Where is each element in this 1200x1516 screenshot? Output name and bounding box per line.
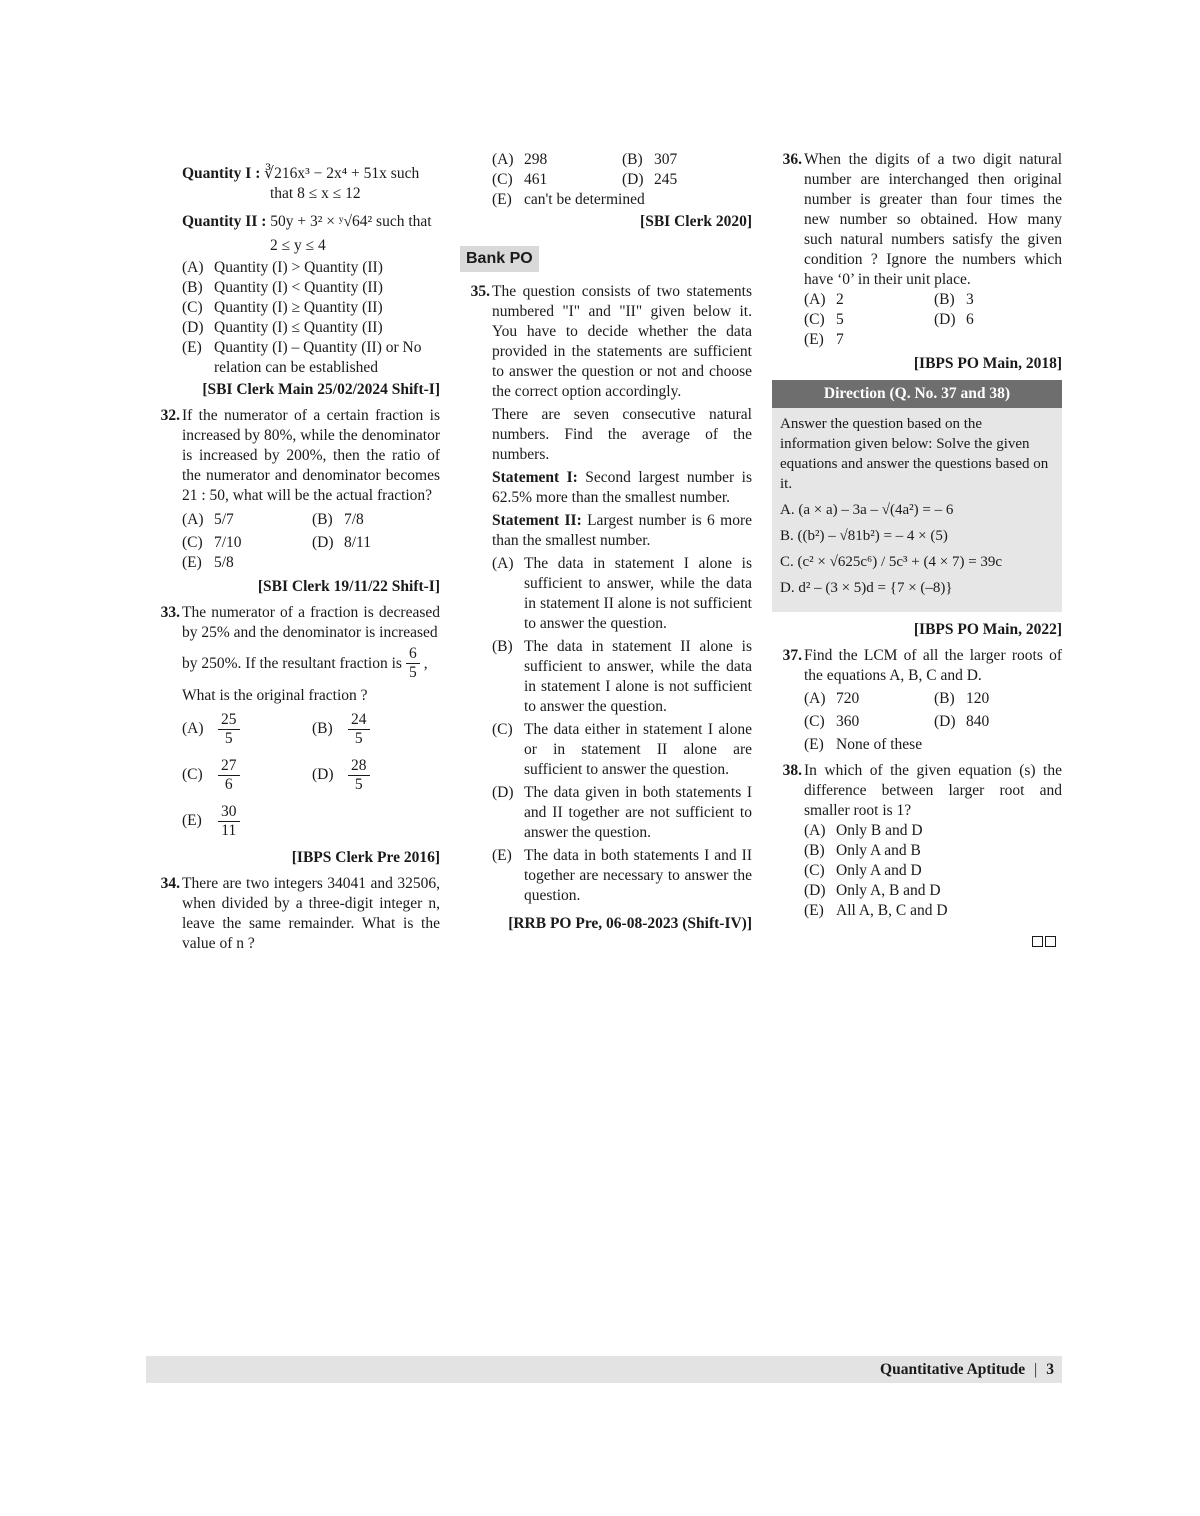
- equation-b: B. ((b²) – √81b²) = – 4 × (5): [780, 528, 948, 544]
- option-label: (D): [182, 319, 204, 336]
- option-label: (B): [312, 720, 333, 737]
- question-34: [150, 874, 440, 954]
- fraction-numerator: 6: [406, 645, 420, 664]
- fraction: [218, 757, 240, 794]
- option-label: (E): [182, 812, 202, 829]
- option-label: (C): [804, 713, 825, 730]
- question-number: 32.: [160, 407, 180, 424]
- direction-box: [772, 380, 1062, 612]
- fraction-denominator: 5: [354, 729, 363, 747]
- option[interactable]: [934, 290, 1064, 310]
- option-text: 120: [966, 690, 990, 707]
- option[interactable]: [492, 170, 622, 190]
- question-number: 35.: [470, 283, 490, 300]
- q36-options: [804, 290, 1062, 350]
- question-text: If the numerator of a certain fraction is increased by 80%, while the denominator is increased by 200%, then the ratio of the numerator and denominator becomes 21 : 50, what will be the actual fraction?: [182, 407, 440, 504]
- question-35: [460, 282, 752, 906]
- option-label: (E): [492, 191, 512, 208]
- option[interactable]: [492, 554, 752, 634]
- option-text: Only A, B and D: [836, 882, 941, 899]
- quantity-1-condition: that 8 ≤ x ≤ 12: [270, 185, 361, 202]
- option[interactable]: [182, 798, 312, 844]
- fraction-numerator: 30: [218, 803, 240, 822]
- option-text: 2: [836, 291, 844, 308]
- page-number: 3: [1046, 1361, 1054, 1378]
- q34-source: [SBI Clerk 2020]: [640, 213, 752, 230]
- option-label: (D): [312, 534, 334, 551]
- question-38: [772, 761, 1062, 921]
- column-left: [150, 150, 440, 958]
- statement-1-text: Second largest number is 62.5% more than the smallest number.: [492, 469, 753, 506]
- section-heading: Bank PO: [460, 246, 539, 272]
- fraction-numerator: 27: [218, 757, 240, 776]
- option[interactable]: [492, 720, 752, 780]
- option[interactable]: [804, 290, 934, 310]
- quantity-1-expression: ∛216x³ − 2x⁴ + 51x such: [264, 165, 420, 182]
- fraction-numerator: 24: [348, 711, 370, 730]
- option[interactable]: [934, 689, 1064, 709]
- option-text: 307: [654, 151, 678, 168]
- option[interactable]: [182, 706, 312, 752]
- question-text: The question consists of two statements numbered "I" and "II" given below it. You have to decide whether the data provided in the statements are sufficient to answer the question or not and choose the correct option accordingly.: [492, 283, 752, 400]
- question-text-2: There are seven consecutive natural numbers. Find the average of the numbers.: [492, 406, 752, 463]
- option[interactable]: [492, 190, 752, 210]
- option-text: can't be determined: [524, 191, 645, 208]
- fraction: [406, 645, 420, 682]
- option-text: Quantity (I) ≥ Quantity (II): [214, 299, 383, 316]
- option[interactable]: [804, 689, 934, 709]
- option[interactable]: [312, 706, 442, 752]
- option-label: (A): [804, 291, 826, 308]
- question-number: 33.: [160, 604, 180, 621]
- page-footer: [146, 1356, 1062, 1383]
- option[interactable]: [804, 310, 934, 330]
- option-label: (B): [804, 842, 825, 859]
- q33-options: [182, 706, 440, 844]
- option-label: (E): [804, 736, 824, 753]
- option[interactable]: [492, 783, 752, 843]
- option-text: The data in statement I alone is sufficient to answer, while the data in statement II alone is not sufficient to answer the question.: [524, 555, 752, 632]
- option-text: The data in both statements I and II together are necessary to answer the question.: [524, 847, 752, 904]
- direction-text: Answer the question based on the information given below: Solve the given equations and answer the questions based on it.: [780, 416, 1049, 492]
- option-text: The data either in statement I alone or in statement II alone are sufficient to answer the question.: [524, 721, 752, 778]
- option[interactable]: [804, 881, 1062, 901]
- option-label: (A): [804, 822, 826, 839]
- statement-2-text: Largest number is 6 more than the smallest number.: [492, 512, 753, 549]
- q36-source: [IBPS PO Main, 2018]: [913, 355, 1062, 372]
- question-number: 34.: [160, 875, 180, 892]
- statement-1-label: Statement I:: [492, 469, 578, 486]
- option-label: (D): [934, 311, 956, 328]
- option-text: Quantity (I) ≤ Quantity (II): [214, 319, 383, 336]
- question-33: [150, 603, 440, 844]
- statement-2: [492, 511, 752, 551]
- option-label: (A): [492, 555, 514, 572]
- fraction-denominator: 5: [408, 664, 417, 681]
- option[interactable]: [182, 258, 440, 278]
- q32-options: [182, 510, 440, 573]
- option-label: (A): [492, 151, 514, 168]
- q35-source: [RRB PO Pre, 06-08-2023 (Shift-IV)]: [508, 915, 752, 932]
- option-label: (D): [934, 713, 956, 730]
- option-text: 7: [836, 331, 844, 348]
- end-of-section-icon: [1032, 936, 1056, 947]
- option-label: (D): [492, 784, 514, 801]
- option-label: (E): [804, 331, 824, 348]
- option-label: (C): [182, 766, 203, 783]
- option[interactable]: [492, 637, 752, 717]
- option[interactable]: [182, 752, 312, 798]
- equation-a: A. (a × a) – 3a – √(4a²) = – 6: [780, 502, 954, 518]
- fraction-denominator: 5: [354, 775, 363, 793]
- option[interactable]: [312, 752, 442, 798]
- option[interactable]: [492, 846, 752, 906]
- option-label: (B): [182, 279, 203, 296]
- quantity-2-expression: 50y + 3² × ʸ√64² such that: [270, 213, 432, 230]
- q32-source: [SBI Clerk 19/11/22 Shift-I]: [257, 578, 440, 595]
- option[interactable]: [182, 318, 440, 338]
- footer-title: Quantitative Aptitude: [880, 1361, 1026, 1378]
- option-label: (E): [804, 902, 824, 919]
- fraction-numerator: 28: [348, 757, 370, 776]
- option-text: Quantity (I) < Quantity (II): [214, 279, 383, 296]
- option-label: (D): [804, 882, 826, 899]
- statement-2-label: Statement II:: [492, 512, 582, 529]
- option-text: 8/11: [344, 534, 371, 551]
- option-label: (A): [182, 720, 204, 737]
- q31-options: [150, 258, 440, 378]
- footer-text: [880, 1360, 1054, 1380]
- q31-source: [SBI Clerk Main 25/02/2024 Shift-I]: [202, 381, 440, 398]
- fraction-denominator: 11: [221, 821, 237, 839]
- option-text: 3: [966, 291, 974, 308]
- fraction-numerator: 25: [218, 711, 240, 730]
- option-label: (C): [804, 311, 825, 328]
- option-text: Only A and D: [836, 862, 922, 879]
- option[interactable]: [182, 338, 440, 378]
- option-label: (B): [622, 151, 643, 168]
- question-32: [150, 406, 440, 573]
- question-number: 38.: [782, 762, 802, 779]
- option-label: (B): [492, 638, 513, 655]
- fraction: [218, 803, 240, 840]
- fraction-denominator: 6: [224, 775, 233, 793]
- q37-options: [804, 689, 1062, 755]
- option-label: (E): [182, 339, 202, 356]
- quantity-2-condition: 2 ≤ y ≤ 4: [270, 237, 326, 254]
- option-text: 840: [966, 713, 990, 730]
- option-text: 720: [836, 690, 860, 707]
- option[interactable]: [492, 150, 622, 170]
- quantity-2: [150, 212, 440, 256]
- option-text: 360: [836, 713, 860, 730]
- quantity-1-label: Quantity I :: [182, 165, 261, 182]
- option-label: (D): [312, 766, 334, 783]
- q34-options: [460, 150, 752, 210]
- option-text: Only A and B: [836, 842, 921, 859]
- option-label: (D): [622, 171, 644, 188]
- option-label: (C): [804, 862, 825, 879]
- direction-heading: Direction (Q. No. 37 and 38): [772, 380, 1062, 408]
- option[interactable]: [804, 861, 1062, 881]
- option[interactable]: [804, 735, 1064, 755]
- option-label: (A): [804, 690, 826, 707]
- option-text: 461: [524, 171, 548, 188]
- option[interactable]: [622, 170, 752, 190]
- direction-source: [IBPS PO Main, 2022]: [913, 621, 1062, 638]
- option-label: (A): [182, 511, 204, 528]
- option-label: (B): [312, 511, 333, 528]
- option[interactable]: [804, 712, 934, 732]
- option-text: 5: [836, 311, 844, 328]
- option[interactable]: [934, 712, 1064, 732]
- option[interactable]: [934, 310, 1064, 330]
- option-label: (C): [182, 299, 203, 316]
- question-number: 37.: [782, 647, 802, 664]
- question-fraction-line: [182, 645, 440, 682]
- option-text: 5/8: [214, 554, 234, 571]
- question-text: In which of the given equation (s) the difference between larger root and smaller root is 1?: [804, 762, 1062, 819]
- option[interactable]: [182, 553, 312, 573]
- question-text-4: What is the original fraction ?: [182, 687, 368, 704]
- question-number: 36.: [782, 151, 802, 168]
- option-label: (E): [182, 554, 202, 571]
- option[interactable]: [804, 901, 1062, 921]
- option-label: (E): [492, 847, 512, 864]
- quantity-2-label: Quantity II :: [182, 213, 267, 230]
- option-label: (B): [934, 291, 955, 308]
- option-text: The data given in both statements I and II together are not sufficient to answer the question.: [524, 784, 752, 841]
- question-text: There are two integers 34041 and 32506, when divided by a three-digit integer n, leave the same remainder. What is the value of n ?: [182, 875, 440, 952]
- option-text: Only B and D: [836, 822, 923, 839]
- option[interactable]: [182, 298, 440, 318]
- question-36: [772, 150, 1062, 350]
- quantity-1: [150, 164, 440, 204]
- option-text: The data in statement II alone is sufficient to answer, while the data in statement I alone is not sufficient to answer the question.: [524, 638, 752, 715]
- question-text: Find the LCM of all the larger roots of the equations A, B, C and D.: [804, 647, 1062, 684]
- q33-source: [IBPS Clerk Pre 2016]: [291, 849, 440, 866]
- option-label: (C): [492, 721, 513, 738]
- option-label: (B): [934, 690, 955, 707]
- option[interactable]: [312, 510, 442, 530]
- option[interactable]: [312, 533, 442, 553]
- option[interactable]: [182, 510, 312, 530]
- option-label: (A): [182, 259, 204, 276]
- option[interactable]: [804, 841, 1062, 861]
- fraction: [348, 757, 370, 794]
- option-text: Quantity (I) – Quantity (II) or No relation can be established: [214, 339, 422, 376]
- fraction-denominator: 5: [224, 729, 233, 747]
- footer-separator: |: [1034, 1361, 1038, 1378]
- option-text: 7/8: [344, 511, 364, 528]
- option-label: (C): [182, 534, 203, 551]
- option-text: 6: [966, 311, 974, 328]
- option-text: 5/7: [214, 511, 234, 528]
- option[interactable]: [182, 278, 440, 298]
- equation-d: D. d² – (3 × 5)d = {7 × (–8)}: [780, 580, 953, 596]
- option-text: 7/10: [214, 534, 242, 551]
- statement-1: [492, 468, 752, 508]
- option-label: (C): [492, 171, 513, 188]
- option[interactable]: [182, 533, 312, 553]
- question-text-2: by 250%. If the resultant fraction is: [182, 654, 402, 672]
- question-text: The numerator of a fraction is decreased by 25% and the denominator is increased: [182, 604, 440, 641]
- option-text: 298: [524, 151, 548, 168]
- option[interactable]: [804, 821, 1062, 841]
- option-text: Quantity (I) > Quantity (II): [214, 259, 383, 276]
- fraction: [348, 711, 370, 748]
- question-text-3: ,: [423, 654, 428, 672]
- question-text: When the digits of a two digit natural number are interchanged then original number is greater than four times the new number so obtained. How many such natural numbers satisfy the given condition ? Ignore the numbers which have ‘0’ in their unit place.: [804, 151, 1062, 288]
- equation-c: C. (c² × √625c⁶) / 5c³ + (4 × 7) = 39c: [780, 554, 1003, 570]
- option-text: None of these: [836, 736, 923, 753]
- option[interactable]: [622, 150, 752, 170]
- option-text: 245: [654, 171, 678, 188]
- column-right: [772, 150, 1062, 925]
- direction-body: [772, 408, 1062, 612]
- fraction: [218, 711, 240, 748]
- option[interactable]: [804, 330, 934, 350]
- question-37: [772, 646, 1062, 755]
- option-text: All A, B, C and D: [836, 902, 948, 919]
- column-middle: [460, 150, 752, 940]
